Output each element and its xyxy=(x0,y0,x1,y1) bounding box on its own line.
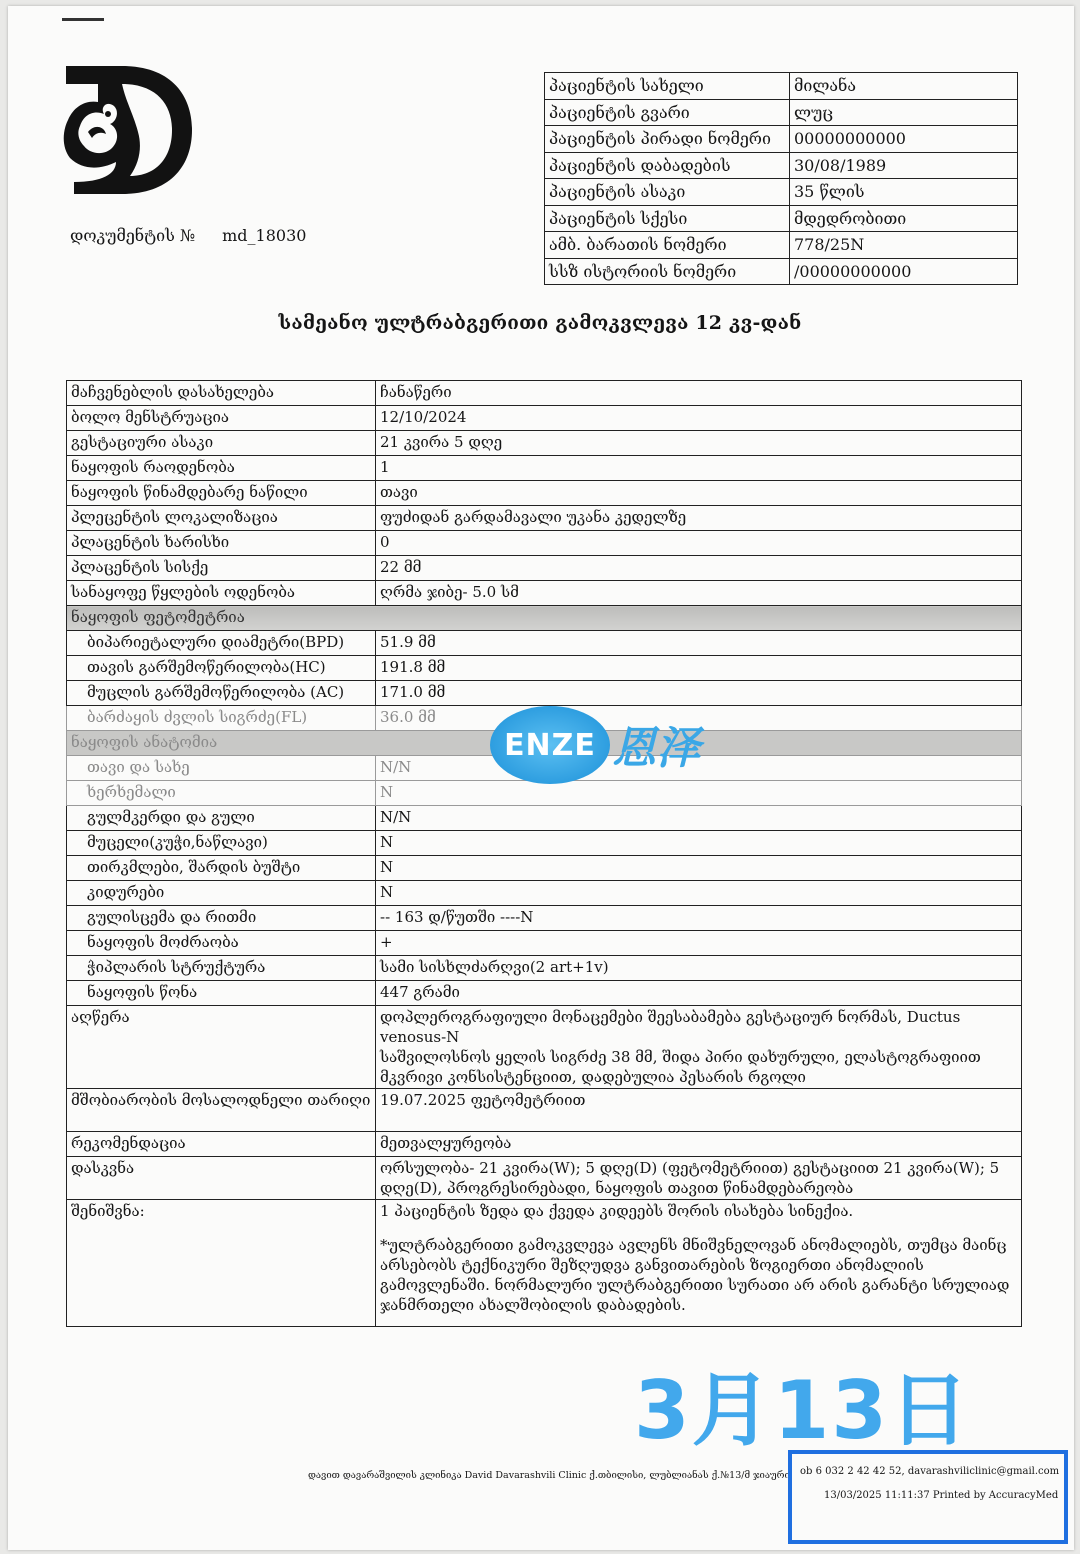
row-value: N xyxy=(376,881,1022,906)
row-label: დასკვნა xyxy=(67,1157,376,1200)
clinic-logo-icon xyxy=(60,62,195,197)
conclusion-row xyxy=(67,1157,1022,1200)
row-label: ნაყოფის წინამდებარე ნაწილი xyxy=(67,481,376,506)
section-title: ნაყოფის ფეტომეტრია xyxy=(67,606,1022,631)
row-value: 447 გრამი xyxy=(376,981,1022,1006)
table-row xyxy=(67,381,1022,406)
footer-contact: ob 6 032 2 42 42 52, davarashviliclinic@gmail.com xyxy=(800,1466,1060,1477)
patient-label: პაციენტის სქესი xyxy=(545,205,790,232)
table-row xyxy=(67,656,1022,681)
row-label: ბარძაყის ძვლის სიგრძე(FL) xyxy=(67,706,376,731)
patient-info-table xyxy=(544,72,1018,285)
row-value: 171.0 მმ xyxy=(376,681,1022,706)
table-row xyxy=(67,481,1022,506)
table-row xyxy=(67,531,1022,556)
row-label: მშობიარობის მოსალოდნელი თარიღი xyxy=(67,1089,376,1132)
enze-watermark-chinese: 恩泽 xyxy=(612,723,700,774)
row-value: 12/10/2024 xyxy=(376,406,1022,431)
row-value: სამი სისხლძარღვი(2 art+1v) xyxy=(376,956,1022,981)
row-value: -- 163 დ/წუთში ----N xyxy=(376,906,1022,931)
recommendation-row xyxy=(67,1132,1022,1157)
row-value: ჩანაწერი xyxy=(376,381,1022,406)
table-row xyxy=(67,456,1022,481)
row-label: პლაცენტის სისქე xyxy=(67,556,376,581)
note-row xyxy=(67,1200,1022,1327)
patient-value: მდედრობითი xyxy=(790,205,1018,232)
note-disclaimer: *ულტრაბგერითი გამოკვლევა ავლენს მნიშვნელოვან ანომალიებს, თუმცა მაინც არსებობს ტექნიკური შეზღუდვა განვითარების ზოგიერთი ანომალიის გამოვლენაში. ნორმალური ულტრაბგერითი სურათი არ არის გარანტი სრულიად ჯანმრთელი ახალშობილის დაბადების. xyxy=(380,1236,1010,1314)
patient-row xyxy=(545,205,1018,232)
ultrasound-results-table xyxy=(66,380,1022,1327)
patient-value: /00000000000 xyxy=(790,258,1018,285)
table-row xyxy=(67,581,1022,606)
table-row xyxy=(67,981,1022,1006)
table-row xyxy=(67,431,1022,456)
table-row xyxy=(67,556,1022,581)
row-label: გულმკერდი და გული xyxy=(67,806,376,831)
patient-label: პაციენტის დაბადების xyxy=(545,152,790,179)
row-label: თავი და სახე xyxy=(67,756,376,781)
row-value xyxy=(376,1157,1022,1200)
table-row xyxy=(67,681,1022,706)
table-row xyxy=(67,856,1022,881)
row-label: ჭიპლარის სტრუქტურა xyxy=(67,956,376,981)
row-label: ნაყოფის მოძრაობა xyxy=(67,931,376,956)
patient-value: 30/08/1989 xyxy=(790,152,1018,179)
row-value: ფუძიდან გარდამავალი უკანა კედელზე xyxy=(376,506,1022,531)
table-row xyxy=(67,506,1022,531)
table-row xyxy=(67,831,1022,856)
row-label: გესტაციური ასაკი xyxy=(67,431,376,456)
table-row xyxy=(67,931,1022,956)
patient-row xyxy=(545,258,1018,285)
row-value: N xyxy=(376,831,1022,856)
row-label: პლეცენტის ლოკალიზაცია xyxy=(67,506,376,531)
footer-clinic-address: დავით დავარაშვილის კლინიკა David Davarashvili Clinic ქ.თბილისი, ლუბლიანას ქ.№13/მ ჯიაური xyxy=(308,1470,790,1481)
row-value: 19.07.2025 ფეტომეტრიით xyxy=(376,1089,1022,1132)
patient-value: ლუც xyxy=(790,99,1018,126)
table-row xyxy=(67,906,1022,931)
row-label: თირკმლები, შარდის ბუშტი xyxy=(67,856,376,881)
row-label: გულისცემა და რითმი xyxy=(67,906,376,931)
table-row xyxy=(67,806,1022,831)
row-label: ნაყოფის რაოდენობა xyxy=(67,456,376,481)
patient-row xyxy=(545,99,1018,126)
row-label: თავის გარშემოწერილობა(HC) xyxy=(67,656,376,681)
row-value: N/N xyxy=(376,756,1022,781)
row-value: N xyxy=(376,856,1022,881)
row-value xyxy=(376,1006,1022,1089)
document-number-label: დოკუმენტის № xyxy=(70,226,196,245)
enze-watermark-logo: ENZE xyxy=(490,706,610,784)
description-row xyxy=(67,1006,1022,1089)
row-value xyxy=(376,1200,1022,1327)
row-label: სანაყოფე წყლების ოდენობა xyxy=(67,581,376,606)
row-label: ხერხემალი xyxy=(67,781,376,806)
row-label: ნაყოფის წონა xyxy=(67,981,376,1006)
row-label: მაჩვენებლის დასახელება xyxy=(67,381,376,406)
patient-row xyxy=(545,73,1018,100)
row-value: თავი xyxy=(376,481,1022,506)
patient-value: 778/25N xyxy=(790,232,1018,259)
row-label: მუცლის გარშემოწერილობა (AC) xyxy=(67,681,376,706)
row-label: ბიპარიეტალური დიამეტრი(BPD) xyxy=(67,631,376,656)
patient-value: მილანა xyxy=(790,73,1018,100)
note-spacer xyxy=(380,1221,1017,1235)
section-header-fetometry xyxy=(67,606,1022,631)
table-row xyxy=(67,781,1022,806)
patient-row xyxy=(545,179,1018,206)
table-row xyxy=(67,406,1022,431)
patient-row xyxy=(545,126,1018,153)
patient-value: 00000000000 xyxy=(790,126,1018,153)
row-label: მუცელი(კუჭი,ნაწლავი) xyxy=(67,831,376,856)
row-value: 36.0 მმ xyxy=(376,706,1022,731)
row-value: 51.9 მმ xyxy=(376,631,1022,656)
patient-label: პაციენტის გვარი xyxy=(545,99,790,126)
patient-label: პაციენტის ასაკი xyxy=(545,179,790,206)
row-value: მეთვალყურეობა xyxy=(376,1132,1022,1157)
row-label: პლაცენტის ხარისხი xyxy=(67,531,376,556)
note-synechia: 1 პაციენტის ზედა და ქვედა კიდეებს შორის ისახება სინექია. xyxy=(380,1202,854,1220)
conclusion-text: ორსულობა- 21 კვირა(W); 5 დღე(D) (ფეტომეტრიით) გესტაციით 21 კვირა(W); 5 დღე(D), პროგრესირებადი, ნაყოფის თავით წინამდებარეობა xyxy=(380,1159,1000,1197)
table-row xyxy=(67,956,1022,981)
description-line-cervix: საშვილოსნოს ყელის სიგრძე 38 მმ, შიდა პირი დახურული, ელასტოგრაფიით მკვრივი კონსისტენციით, დადებულია პესარის რგოლი xyxy=(380,1048,981,1086)
patient-label: სსზ ისტორიის ნომერი xyxy=(545,258,790,285)
row-value: 0 xyxy=(376,531,1022,556)
patient-row xyxy=(545,152,1018,179)
row-value: N/N xyxy=(376,806,1022,831)
document-title: სამეანო ულტრაბგერითი გამოკვლევა 12 კვ-დან xyxy=(278,312,802,334)
patient-row xyxy=(545,232,1018,259)
row-value: 22 მმ xyxy=(376,556,1022,581)
row-label: აღწერა xyxy=(67,1006,376,1089)
document-number xyxy=(70,226,306,245)
patient-value: 35 წლის xyxy=(790,179,1018,206)
row-label: რეკომენდაცია xyxy=(67,1132,376,1157)
due-date-row xyxy=(67,1089,1022,1132)
section-title: ნაყოფის ანატომია xyxy=(67,731,1022,756)
row-value: + xyxy=(376,931,1022,956)
patient-label: პაციენტის სახელი xyxy=(545,73,790,100)
footer-printed-by: 13/03/2025 11:11:37 Printed by AccuracyMed xyxy=(824,1490,1059,1501)
table-row xyxy=(67,881,1022,906)
description-line-doppler: დოპლეროგრაფიული მონაცემები შეესაბამება გესტაციურ ნორმას, Ductus venosus-N xyxy=(380,1008,961,1046)
patient-label: ამბ. ბარათის ნომერი xyxy=(545,232,790,259)
row-value: ღრმა ჯიბე- 5.0 სმ xyxy=(376,581,1022,606)
row-label: შენიშვნა: xyxy=(67,1200,376,1327)
row-label: კიდურები xyxy=(67,881,376,906)
table-row xyxy=(67,631,1022,656)
row-value: 1 xyxy=(376,456,1022,481)
row-value: N xyxy=(376,781,1022,806)
date-watermark: 3月13日 xyxy=(634,1364,971,1457)
patient-label: პაციენტის პირადი ნომერი xyxy=(545,126,790,153)
corner-mark xyxy=(62,18,104,21)
row-label: ბოლო მენსტრუაცია xyxy=(67,406,376,431)
document-number-value: md_18030 xyxy=(222,226,307,245)
row-value: 191.8 მმ xyxy=(376,656,1022,681)
row-value: 21 კვირა 5 დღე xyxy=(376,431,1022,456)
